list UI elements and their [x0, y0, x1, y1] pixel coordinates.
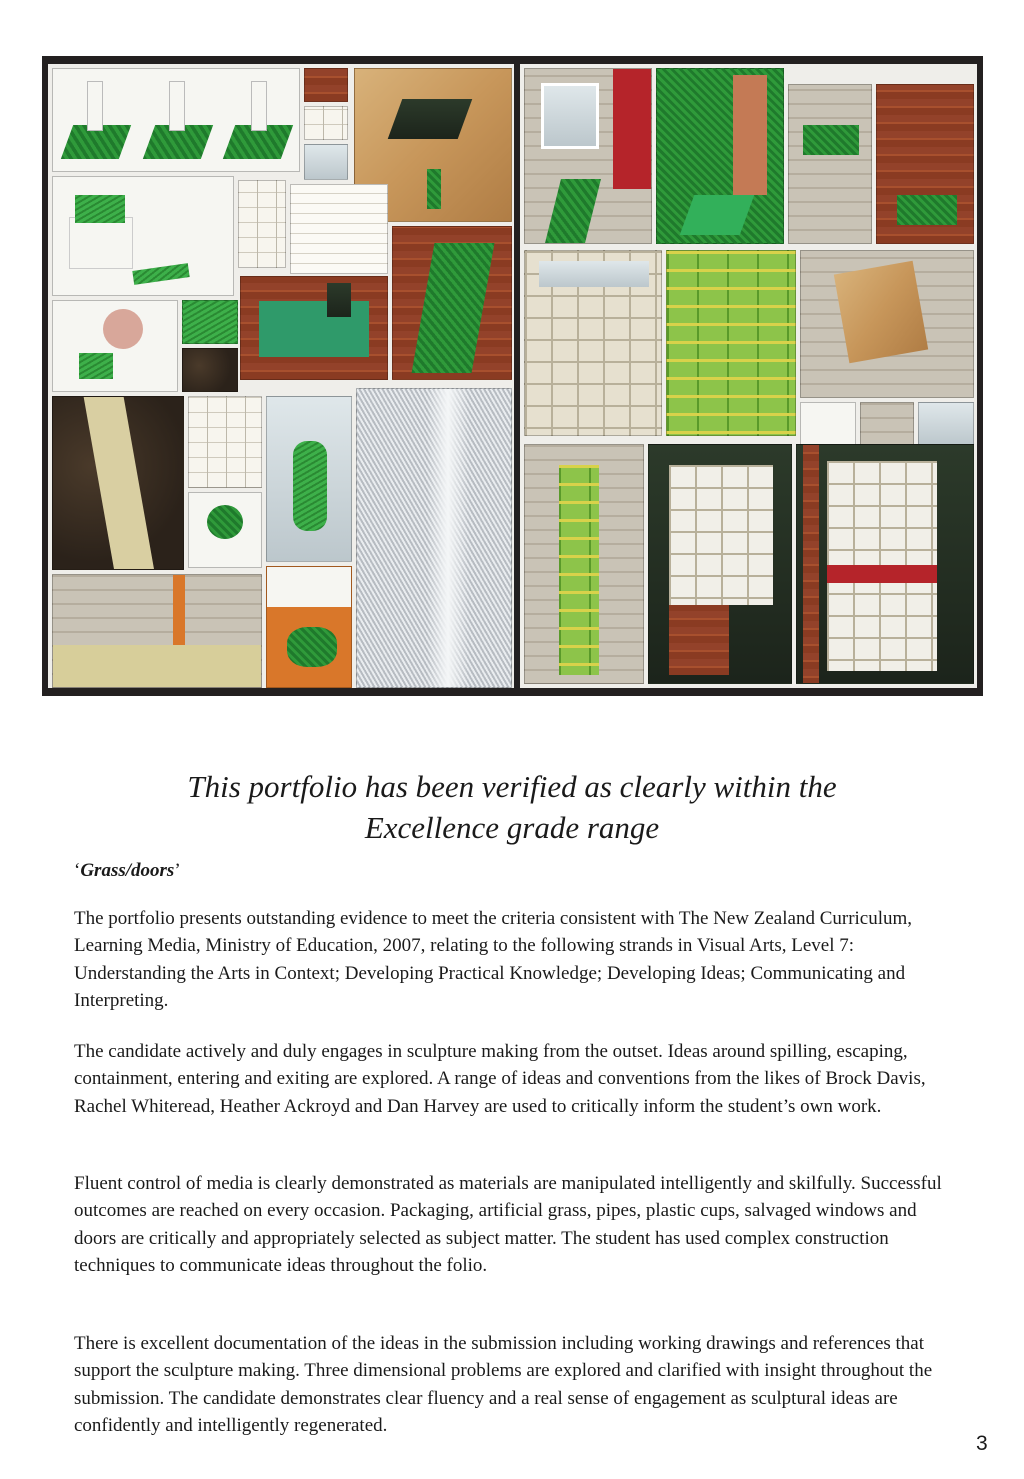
white-crate-stairs-right-photo	[796, 444, 974, 684]
green-cups-mass-photo	[266, 566, 352, 688]
corridor-net-sculpture-photo	[356, 388, 512, 688]
cup-grass-sculpture-photo	[188, 492, 262, 568]
sketchbook-page-photo	[188, 396, 262, 488]
portfolio-board-image	[42, 56, 983, 696]
red-door-grass-spill-photo	[524, 68, 652, 244]
street-grass-path-photo	[52, 574, 262, 688]
portfolio-title	[74, 860, 181, 882]
grass-cylinder-photo	[266, 396, 352, 562]
paragraph-documentation: There is excellent documentation of the ideas in the submission including working drawings and references that support the sculpture making. Three dimensional problems are explored and clarified with insight throughout the submission. The candidate demonstrates clear fluency and a real sense of engagement as sculptural ideas are confidently and intelligently regenerated.	[74, 1333, 933, 1436]
crate-wall-installation-photo	[800, 250, 974, 398]
hand-with-grass-photo	[52, 300, 178, 392]
garden-small-photo	[918, 402, 974, 446]
heading-line-2: Excellence grade range	[364, 810, 660, 845]
drawings-thumb	[304, 106, 348, 140]
house-exterior-small-photo	[860, 402, 914, 446]
paragraph-engagement: The candidate actively and duly engages in sculpture making from the outset. Ideas around spilling, escaping, containment, entering and exiting are explored. A range of ideas and conventions from the likes of Brock Davis, Rachel Whiteread, Heather Ackroyd and Dan Harvey are used to critically inform the student’s own work.	[74, 1041, 926, 1117]
title-text: Grass/doors	[80, 860, 175, 881]
artificial-grass-stands-photo	[52, 68, 300, 172]
turf-tray-with-feet-photo	[240, 276, 388, 380]
portfolio-left-panel	[48, 64, 514, 688]
portfolio-right-panel	[520, 64, 977, 688]
stair-crate-column-photo	[524, 444, 644, 684]
paragraph-media-control: Fluent control of media is clearly demonstrated as materials are manipulated intelligently and skilfully. Successful outcomes are reached on every occasion. Packaging, artificial grass, pipes, plastic cups, salvaged windows and doors are critically and appropriately selected as subject matter. The student has used complex construction techniques to communicate ideas throughout the folio.	[74, 1173, 942, 1276]
garden-door-panel-photo	[656, 68, 784, 244]
green-stakes-installation-photo	[788, 84, 872, 244]
crate-cluster-small-photo	[800, 402, 856, 446]
notes-sheet-photo	[238, 180, 286, 268]
title-close-quote: ’	[174, 860, 181, 881]
pipe-photo	[182, 348, 238, 392]
white-crate-stairs-left-photo	[648, 444, 792, 684]
page-number: 3	[976, 1432, 988, 1455]
paragraph-criteria: The portfolio presents outstanding evidence to meet the criteria consistent with The New Zealand Curriculum, Learning Media, Ministry of Education, 2007, relating to the following strands in Visual Arts, Level 7: Understanding the Arts in Context; Developing Practical Knowledge; Developing Ideas; Communicating and Interpreting.	[74, 908, 913, 1011]
heading-line-1: This portfolio has been verified as clearly within the	[187, 769, 837, 804]
wood-texture-thumb	[304, 68, 348, 102]
small-grass-photo	[182, 300, 238, 344]
floor-grass-path-photo	[52, 396, 184, 570]
wood-tray-turf-photo	[392, 226, 512, 380]
page-heading	[0, 766, 1024, 848]
crate-column-photo	[524, 250, 662, 436]
title-open-quote: ‘	[74, 860, 81, 881]
drawings-sheet-photo	[290, 184, 388, 274]
grass-in-vessel-photo	[52, 176, 234, 296]
wooden-door-grass-photo	[876, 84, 974, 244]
window-thumb	[304, 144, 348, 180]
green-crate-corner-photo	[666, 250, 796, 436]
